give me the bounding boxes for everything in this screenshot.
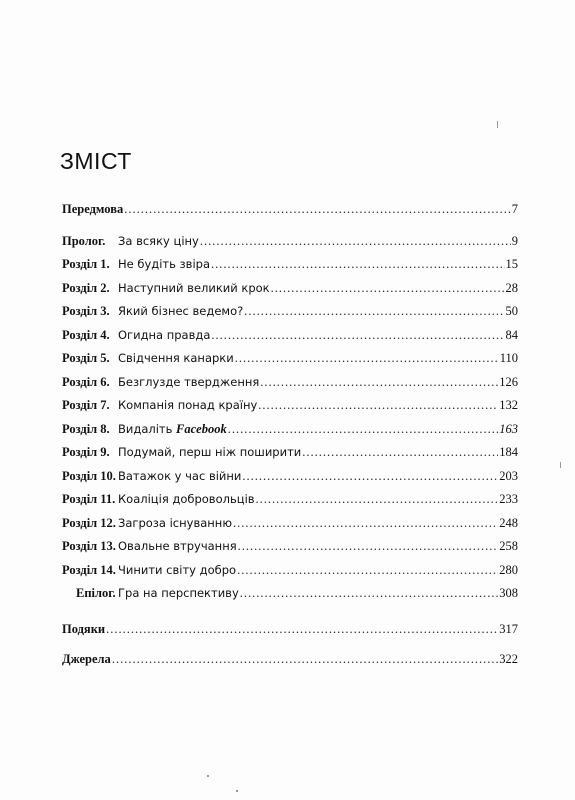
toc-entry-page: 110	[499, 351, 518, 365]
toc-entry-label: Розділ 10.	[62, 469, 116, 483]
leader-dots	[244, 304, 504, 319]
leader-dots	[124, 202, 511, 217]
toc-entry-acknowledgements[interactable]	[62, 622, 518, 640]
toc-entry-chapter-3[interactable]	[62, 304, 518, 322]
toc-entry-label: Пролог.	[62, 234, 106, 248]
toc-entry-epilogue[interactable]	[62, 586, 518, 604]
toc-entry-title: Наступний великий крок	[118, 281, 270, 295]
toc-entry-page: 308	[499, 586, 518, 600]
toc-heading: ЗМІСТ	[60, 148, 132, 174]
toc-entry-page: 9	[511, 234, 518, 248]
toc-entry-title: Який бізнес ведемо?	[118, 304, 244, 318]
leader-dots	[237, 563, 498, 578]
toc-entry-chapter-9[interactable]	[62, 445, 518, 463]
toc-entry-page: 258	[499, 539, 518, 553]
toc-entry-title: Загроза існуванню	[118, 516, 233, 530]
scan-speck	[236, 790, 238, 792]
leader-dots	[235, 351, 499, 366]
toc-entry-chapter-13[interactable]	[62, 539, 518, 557]
leader-dots	[112, 652, 498, 667]
toc-entry-label: Передмова	[62, 202, 124, 216]
toc-entry-label: Розділ 6.	[62, 375, 110, 389]
toc-entry-title: Подумай, перш ніж поширити	[118, 445, 302, 459]
leader-dots	[302, 445, 498, 460]
toc-entry-chapter-7[interactable]	[62, 398, 518, 416]
toc-entry-title: Чинити світу добро	[118, 563, 237, 577]
leader-dots	[211, 257, 505, 272]
leader-dots	[211, 328, 504, 343]
toc-entry-title: Огидна правда	[118, 328, 211, 342]
toc-entry-page: 84	[505, 328, 518, 342]
toc-entry-page: 132	[499, 398, 518, 412]
toc-entry-chapter-8[interactable]	[62, 422, 518, 440]
toc-entry-label: Розділ 9.	[62, 445, 110, 459]
leader-dots	[242, 469, 498, 484]
toc-entry-page: 50	[505, 304, 518, 318]
toc-entry-chapter-11[interactable]	[62, 492, 518, 510]
toc-entry-title-emphasis: Facebook	[176, 422, 227, 436]
toc-entry-chapter-14[interactable]	[62, 563, 518, 581]
leader-dots	[238, 539, 499, 554]
leader-dots	[260, 375, 498, 390]
toc-entry-chapter-2[interactable]	[62, 281, 518, 299]
toc-entry-label: Розділ 3.	[62, 304, 110, 318]
toc-entry-page: 322	[499, 652, 518, 666]
toc-entry-title: Не будіть звіра	[118, 257, 210, 271]
toc-entry-label: Розділ 1.	[62, 257, 110, 271]
toc-entry-label: Джерела	[62, 652, 111, 666]
toc-entry-prologue[interactable]	[62, 234, 518, 252]
toc-entry-page: 126	[499, 375, 518, 389]
toc-entry-page: 7	[511, 202, 518, 216]
leader-dots	[271, 281, 505, 296]
leader-dots	[258, 398, 498, 413]
toc-entry-sources[interactable]	[62, 652, 518, 670]
leader-dots	[200, 234, 511, 249]
toc-entry-page: 317	[499, 622, 518, 636]
leader-dots	[233, 516, 498, 531]
toc-entry-foreword[interactable]	[62, 202, 518, 220]
toc-entry-chapter-10[interactable]	[62, 469, 518, 487]
toc-entry-page: 280	[499, 563, 518, 577]
toc-entry-chapter-12[interactable]	[62, 516, 518, 534]
toc-entry-page: 163	[499, 422, 518, 436]
toc-entry-title: Видаліть Facebook	[118, 422, 227, 436]
toc-entry-title: Коаліція добровольців	[118, 492, 255, 506]
toc-entry-label: Розділ 14.	[62, 563, 116, 577]
toc-entry-label: Розділ 8.	[62, 422, 110, 436]
toc-entry-label: Розділ 5.	[62, 351, 110, 365]
toc-entry-label: Розділ 7.	[62, 398, 110, 412]
toc-entry-label: Розділ 13.	[62, 539, 116, 553]
toc-entry-label: Розділ 4.	[62, 328, 110, 342]
toc-entry-page: 203	[499, 469, 518, 483]
toc-entry-label: Розділ 2.	[62, 281, 110, 295]
leader-dots	[240, 586, 499, 601]
toc-entry-page: 28	[505, 281, 518, 295]
scan-speck	[207, 775, 209, 777]
toc-entry-title: Ватажок у час війни	[118, 469, 242, 483]
toc-entry-page: 248	[499, 516, 518, 530]
scan-speck	[560, 462, 561, 468]
toc-entry-chapter-5[interactable]	[62, 351, 518, 369]
toc-entry-title: Свідчення канарки	[118, 351, 234, 365]
toc-entry-title: За всяку ціну	[118, 234, 199, 248]
toc-entry-chapter-6[interactable]	[62, 375, 518, 393]
toc-entry-chapter-1[interactable]	[62, 257, 518, 275]
toc-entry-title: Безглузде твердження	[118, 375, 260, 389]
toc-entry-page: 184	[499, 445, 518, 459]
toc-entry-label: Епілог.	[76, 586, 116, 600]
toc-entry-label: Подяки	[62, 622, 106, 636]
leader-dots	[256, 492, 499, 507]
toc-entry-title: Гра на перспективу	[118, 586, 239, 600]
toc-entry-label: Розділ 11.	[62, 492, 116, 506]
leader-dots	[106, 622, 498, 637]
scan-speck	[497, 121, 498, 128]
toc-entry-page: 233	[499, 492, 518, 506]
toc-entry-title: Овальне втручання	[118, 539, 237, 553]
toc-entry-title: Компанія понад країну	[118, 398, 258, 412]
toc-entry-page: 15	[505, 257, 518, 271]
toc-entry-chapter-4[interactable]	[62, 328, 518, 346]
leader-dots	[228, 422, 499, 437]
toc-entry-label: Розділ 12.	[62, 516, 116, 530]
